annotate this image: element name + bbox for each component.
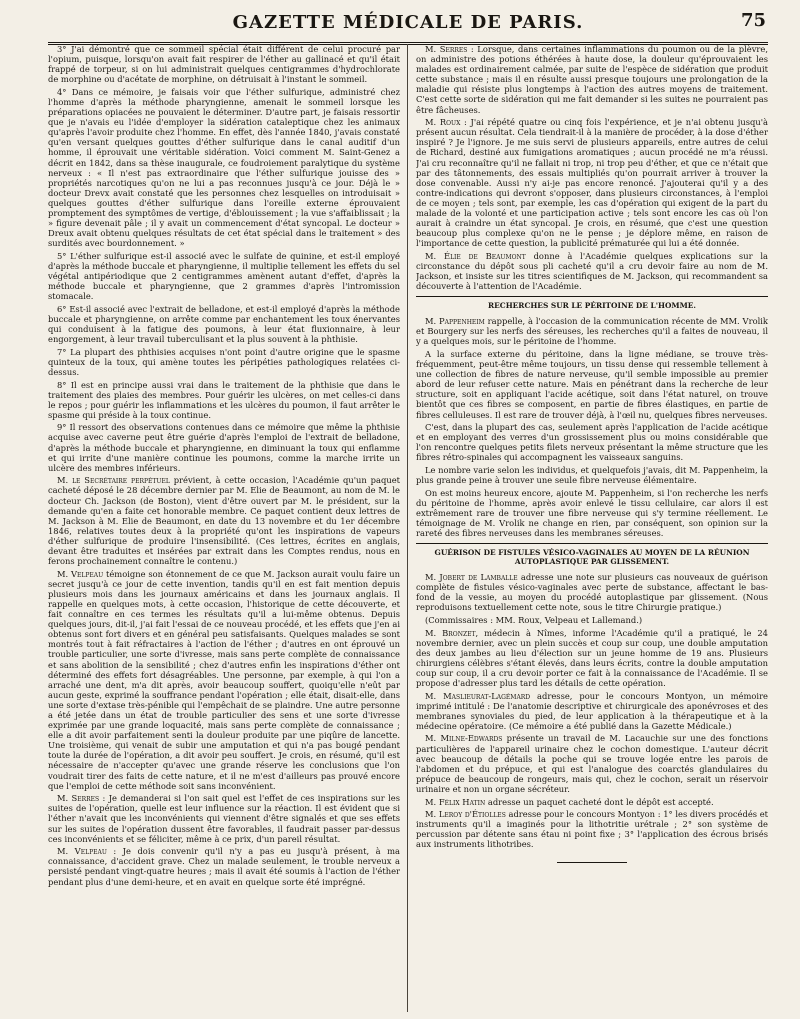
speaker-name: M. Serres xyxy=(425,44,468,54)
paragraph: 9° Il ressort des observations contenues dans ce mémoire que même la phthisie acquise avec caverne peut être guérie d'après l'emploi de l'extrait de belladone, d'après la méthode buccale et pharyngienne, en diminuant la toux qui enflamme et qui irrite d'une manière continue les poumons, comme la marche irrite un ulcère des membres inférieurs. xyxy=(48,422,400,473)
speaker-name: M. Maslieurat-Lagémard xyxy=(425,690,531,701)
paragraph xyxy=(416,628,768,689)
paragraph: 6° Est-il associé avec l'extrait de belladone, et est-il employé d'après la méthode buccale et pharyngienne, on arrête comme par enchantement les toux énervantes qui conduisent à la fatigue des poumons, à leur état fluxionnaire, à leur engorgement, à leur travail tuberculisant et la plus souvent à la phthisie. xyxy=(48,303,400,345)
paragraph-text: prévient, à cette occasion, l'Académie qu'un paquet cacheté déposé le 28 décembre dernier par M. Elie de Beaumont, au nom de M. le docteur Ch. Jackson (de Boston), vient d'être ouvert par M. le président, sur la demande qu'en a faite cet honorable membre. Ce paquet contient deux lettres de M. Jackson à M. Elie de Beaumont, en date du 13 novembre et du 1er décembre 1846, relatives toutes deux à la propriété qu'ont les inspirations de vapeurs d'éther sulfurique de produire l'insensibilité. (Ces lettres, écrites en anglais, devant être traduites et insérées par extrait dans les Comptes rendus, nous en ferons prochainement connaître le contenu.) xyxy=(48,475,400,567)
speaker-name: M. le Secrétaire perpétuel xyxy=(57,475,170,486)
paragraph xyxy=(48,569,400,791)
speaker-name: M. Félix Hatin xyxy=(425,796,486,807)
paragraph: 4° Dans ce mémoire, je faisais voir que l'éther sulfurique, administré chez l'homme d'après la méthode pharyngienne, amenait le sommeil lorsque les préparations opiacées ne pouvaient le déterminer. D'autre part, je faisais ressortir que je n'avais eu l'idée d'employer la sidération cataleptique chez les animaux qu'après l'avoir produite chez l'homme. En effet, dès l'année 1840, j'avais constaté qu'en versant quelques gouttes d'éther sulfurique dans le canal auditif d'un homme, il éprouvait une véritable sidération. Voici comment M. Saint-Genez a décrit en 1842, dans sa thèse inaugurale, ce foudroiement paralytique du système nerveux : « Il n'est pas extraordinaire que l'éther sulfurique jouisse des » propriétés narcotiques qu'on ne lui a pas reconnues jusqu'à ce jour. Déjà le » docteur Drevx avait constaté que les personnes chez lesquelles on introduisait » quelques gouttes d'éther sulfurique dans l'oreille externe éprouvaient promptement des symptômes de vertige, d'éblouissement ; la vue s'affaiblissait ; la » figure devenait pâle ; il y avait un commencement d'état syncopal. Le docteur » Dreux avait obtenu quelques résultats de cet état spécial dans le traitement » des surdités avec bourdonnement. » xyxy=(48,86,400,249)
paragraph-text: présente un travail de M. Lacauchie sur une des fonctions particulières de l'appareil urinaire chez le cochon domestique. L'auteur décrit avec beaucoup de détails la poche qui se trouve logée entre les parois de l'abdomen et du prépuce, et qui est l'analogue des coarctés glandulaires du prépuce de beaucoup de rongeurs, mais qui, chez le cochon, serait un réservoir urinaire et non un organe sécréteur. xyxy=(416,733,768,794)
paragraph xyxy=(48,793,400,843)
paragraph: A la surface externe du péritoine, dans la ligne médiane, se trouve très-fréquemment, peut-être même toujours, un tissu dense qui ressemble tellement à une collection de fibres de nature nerveuse, qu'il semble impossible au premier abord de leur refuser cette nature. Mais en pénétrant dans la recherche de leur structure, soit en appliquant l'acide acétique, soit dans l'état naturel, on trouve bientôt que ces fibres se composent, en partie de fibres élastiques, en partie de fibres celluleuses. Il est rare de trouver déjà, à l'œil nu, quelques fibres nerveuses. xyxy=(416,348,768,420)
section-heading: GUÉRISON DE FISTULES VÉSICO-VAGINALES AU MOYEN DE LA RÉUNION AUTOPLASTIQUE PAR GLISSEMENT. xyxy=(416,543,768,567)
section-heading: RECHERCHES SUR LE PÉRITOINE DE L'HOMME. xyxy=(416,296,768,311)
speaker-name: M. Serres xyxy=(57,793,100,804)
paragraph xyxy=(416,691,768,731)
paragraph xyxy=(48,846,400,886)
paragraph-text: , médecin à Nîmes, informe l'Académie qu'il a pratiqué, le 24 novembre dernier, avec un plein succès et coup sur coup, une double amputation des deux jambes au lieu d'élection sur un jeune homme de 19 ans. Plusieurs chirurgiens célèbres s'étant élevés, dans leurs écrits, contre la double amputation coup sur coup, il a cru devoir porter ce fait à la connaissance de l'Académie. Il se propose d'adresser plus tard les détails de cette opération. xyxy=(416,627,768,689)
paragraph-text: : J'ai répété quatre ou cinq fois l'expérience, et je n'ai obtenu jusqu'à présent aucun résultat. Cela tiendrait-il à la manière de procéder, à la dose d'éther inspiré ? Je l'ignore. Je me suis servi de plusieurs appareils, entre autres de celui de Richard, destiné aux fumigations aromatiques ; aucun procédé ne m'a réussi. J'ai cru reconnaître qu'il ne fallait ni trop, ni trop peu d'éther, et que ce n'était que par des tâtonnements, des essais multipliés qu'on pourrait arriver à trouver la dose convenable. Aussi n'y ai-je pas encore renoncé. J'ajouterai qu'il y a des contre-indications qui devront s'opposer, dans plusieurs circonstances, à l'emploi de ce moyen ; tels sont, par exemple, les cas d'opération qui exigent de la part du malade de la volonté et une participation active ; tels sont encore les cas où l'on aurait à craindre un état syncopal. Je crois, en résumé, que c'est une question beaucoup plus complexe qu'on ne le pense ; je déplore même, en raison de l'importance de cette question, la publicité prématurée qui lui a été donnée. xyxy=(416,117,768,249)
column-divider xyxy=(407,44,408,1012)
paragraph: On est moins heureux encore, ajoute M. Pappenheim, si l'on recherche les nerfs du péritoine de l'homme, après avoir enlevé le tissu cellulaire, car alors il est extrêmement rare de trouver une fibre nerveuse qui s'y termine réellement. Le témoignage de M. Vrolik ne change en rien, par conséquent, son opinion sur la rareté des fibres nerveuses dans les membranes séreuses. xyxy=(416,487,768,539)
paragraph xyxy=(416,733,768,794)
speaker-name: M. Élie de Beaumont xyxy=(425,250,526,261)
paragraph: C'est, dans la plupart des cas, seulement après l'application de l'acide acétique et en employant des verres d'un grossissement plus ou moins considérable que l'on rencontre quelques petits filets nerveux présentant la même structure que les fibres rétro-spinales qui accompagnent les vaisseaux sanguins. xyxy=(416,422,768,463)
paragraph xyxy=(416,797,768,807)
paragraph xyxy=(48,475,400,566)
journal-title: GAZETTE MÉDICALE DE PARIS. xyxy=(232,12,584,33)
speaker-name: M. Velpeau xyxy=(57,846,107,857)
paragraph-text: rappelle, à l'occasion de la communication récente de MM. Vrolik et Bourgery sur les nerfs des séreuses, les recherches qu'il a faites de nouveau, il y a quelques mois, sur le péritoine de l'homme. xyxy=(416,316,768,347)
paragraph-text: : Je demanderai si l'on sait quel est l'effet de ces inspirations sur les suites de l'opération, quelle est leur influence sur la réaction. Il est évident que si l'éther n'avait que les inconvénients qui viennent d'être signalés et que ses effets sur les suites de l'opération dussent être favorables, il faudrait passer par-dessus ces inconvénients et se féliciter, même à ce prix, d'un pareil résultat. xyxy=(48,793,400,844)
paragraph: 5° L'éther sulfurique est-il associé avec le sulfate de quinine, et est-il employé d'après la méthode buccale et pharyngienne, il multiplie tellement les effets du sel végétal antipériodique que 2 centigrammes amènent autant d'effet, d'après la méthode buccale et pharyngienne, que 2 grammes d'après l'intromission stomacale. xyxy=(48,250,400,302)
paragraph xyxy=(416,251,768,291)
speaker-name: M. Bronzet xyxy=(425,627,476,638)
paragraph-text: donne à l'Académie quelques explications sur la circonstance du dépôt sous pli cacheté qu'il a cru devoir faire au nom de M. Jackson, et insiste sur les titres scientifiques de M. Jackson, qui recommandent sa découverte à l'attention de l'Académie. xyxy=(416,250,768,292)
paragraph xyxy=(416,117,768,248)
paragraph: 7° La plupart des phthisies acquises n'ont point d'autre origine que le spasme quinteux de la toux, qui amène toutes les péripéties pathologiques relatées ci-dessus. xyxy=(48,346,400,377)
paragraph xyxy=(416,572,768,612)
paragraph xyxy=(416,809,768,849)
speaker-name: M. Milne-Edwards xyxy=(425,733,503,744)
paragraph-text: adresse, pour le concours Montyon, un mémoire imprimé intitulé : De l'anatomie descriptive et chirurgicale des aponévroses et des membranes synoviales du pied, de leur application à la thérapeutique et à la médecine opératoire. (Ce mémoire a été publié dans la Gazette Médicale.) xyxy=(416,690,768,731)
page-number: 75 xyxy=(740,10,766,31)
paragraph-text: : Je dois convenir qu'il n'y a pas eu jusqu'à présent, à ma connaissance, d'accident grave. Chez un malade seulement, le trouble nerveux a persisté pendant vingt-quatre heures ; mais il avait été soumis à l'action de l'éther pendant plus d'une demi-heure, et en avait en quelque sorte été imprégné. xyxy=(48,846,400,887)
speaker-name: M. Jobert de Lamballe xyxy=(425,572,518,583)
right-column xyxy=(416,44,768,1012)
paragraph xyxy=(416,316,768,346)
speaker-name: M. Pappenheim xyxy=(425,316,485,327)
paragraph-text: : Lorsque, dans certaines inflammations du poumon ou de la plèvre, on administre des potions éthérées à haute dose, la douleur qu'éprouvaient les malades est ordinairement calmée, par suite de l'espèce de sidération que produit cette substance ; mais il en résulte aussi presque toujours une prolongation de la maladie qui résiste plus longtemps à l'action des autres moyens de traitement. C'est cette sorte de sidération qui me fait demander si les suites ne pourraient pas être fâcheuses. xyxy=(416,44,768,115)
speaker-name: M. Velpeau xyxy=(57,568,104,579)
page-header xyxy=(48,6,768,45)
paragraph: 8° Il est en principe aussi vrai dans le traitement de la phthisie que dans le traitement des plaies des membres. Pour guérir les ulcères, on met celles-ci dans le repos ; pour guérir les inflammations et les ulcères du poumon, il faut arrêter le spasme qui préside à la toux continue. xyxy=(48,379,400,420)
speaker-name: M. Roux xyxy=(425,117,461,128)
paragraph-text: adresse un paquet cacheté dont le dépôt est accepté. xyxy=(485,796,714,807)
paragraph xyxy=(416,44,768,115)
paragraph-text: adresse une note sur plusieurs cas nouveaux de guérison complète de fistules vésico-vaginales avec perte de substance, affectant le bas-fond de la vessie, au moyen du procédé autoplastique par glissement. (Nous reproduisons textuellement cette note, sous le titre Chirurgie pratique.) xyxy=(416,572,768,613)
article-body xyxy=(48,44,768,1012)
left-column xyxy=(48,44,400,1012)
paragraph: 3° J'ai démontré que ce sommeil spécial était différent de celui procuré par l'opium, puisque, lorsqu'on avait fait respirer de l'éther au gallinacé et qu'il était frappé de torpeur, si on lui administrait quelques centigrammes d'hydrochlorate de morphine ou d'acétate de morphine, on détruisait à l'instant le sommeil. xyxy=(48,44,400,85)
paragraph: Le nombre varie selon les individus, et quelquefois j'avais, dit M. Pappenheim, la plus grande peine à trouver une seule fibre nerveuse élémentaire. xyxy=(416,465,768,486)
end-rule xyxy=(557,862,627,863)
paragraph-text: adresse pour le concours Montyon : 1° les divers procédés et instruments qu'il a imaginés pour la lithotritie urétrale ; 2° son système de percussion par détente sans étau ni point fixe ; 3° l'application des écrous brisés aux instruments lithotribes. xyxy=(416,809,768,850)
speaker-name: M. Leroy d'Étiolles xyxy=(425,809,506,820)
paragraph-text: témoigne son étonnement de ce que M. Jackson aurait voulu faire un secret jusqu'à ce jour de cette invention, tandis qu'il en est fait mention depuis plusieurs mois dans les journaux américains et dans les journaux anglais. Il rappelle en quelques mots, à cette occasion, l'historique de cette découverte, et fait connaître en ces termes les résultats qu'il a lui-même obtenus. Depuis quelques jours, dit-il, j'ai fait l'essai de ce nouveau procédé, et les effets que j'en ai obtenus sont fort divers et en général peu satisfaisants. Quelques malades se sont montrés tout à fait réfractaires à l'action de l'éther ; d'autres en ont éprouvé un trouble particulier, une sorte d'ivresse, mais sans perte complète de connaissance et sans abolition de la sensibilité ; chez d'autres enfin les inspirations d'éther ont déterminé des effets fort désagréables. Une personne, par exemple, à qui l'on a arraché une dent, m'a dit après, avoir beaucoup souffert, quoiqu'elle n'eût par aucun geste, exprimé la souffrance pendant l'opération ; elle était, disait-elle, dans une sorte d'extase très-pénible qui l'empêchait de se plaindre. Une autre personne a été jetée dans un état de trouble particulier des sens et une sorte d'ivresse exprimée par une grande loquacité, mais sans perte complète de connaissance ; elle a dit avoir parfaitement senti la douleur produite par une piqûre de lancette. Une troisième, qui venait de subir une amputation et qui n'a pas bougé pendant toute la durée de l'opération, a dit avoir peu souffert. Je crois, en résumé, qu'il est nécessaire de n'accepter qu'avec une grande réserve les conclusions que l'on voudrait tirer des faits de cette nature, et il ne m'est d'ailleurs pas prouvé encore que l'emploi de cette méthode soit sans inconvénient. xyxy=(48,568,400,791)
paragraph: (Commissaires : MM. Roux, Velpeau et Lallemand.) xyxy=(425,614,643,625)
